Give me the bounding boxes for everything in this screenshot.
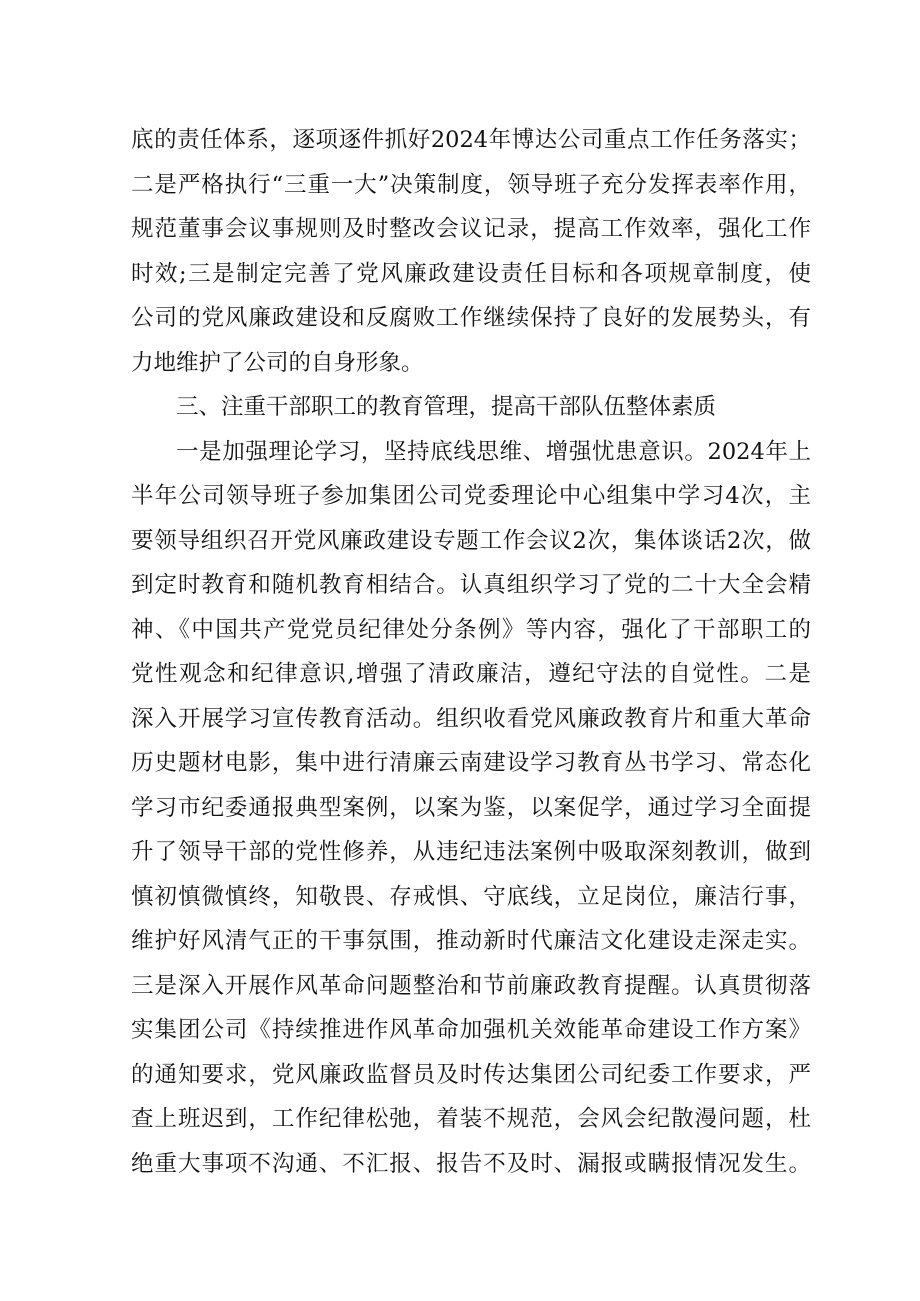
text-line: 学习市纪委通报典型案例，以案为鉴，以案促学，通过学习全面提 [131,794,811,821]
text-line: 半年公司领导班子参加集团公司党委理论中心组集中学习4次，主 [131,483,811,509]
text-line: 实集团公司《持续推进作风革命加强机关效能革命建设工作方案》 [131,1017,811,1043]
text-line: 力地维护了公司的自身形象。 [131,349,424,376]
text-line: 维护好风清气正的干事氛围，推动新时代廉洁文化建设走深走实。 [131,928,811,954]
text-line: 三是深入开展作风革命问题整治和节前廉政教育提醒。认真贯彻落 [131,972,811,999]
text-line: 慎初慎微慎终，知敬畏、存戒惧、守底线，立足岗位，廉洁行事， [131,883,811,910]
text-line: 深入开展学习宣传教育活动。组织收看党风廉政教育片和重大革命 [131,705,811,732]
text-line: 到定时教育和随机教育相结合。认真组织学习了党的二十大全会精 [131,572,811,598]
section-heading: 三、注重干部职工的教育管理，提高干部队伍整体素质 [176,394,717,420]
text-line: 要领导组织召开党风廉政建设专题工作会议2次，集体谈话2次，做 [131,527,811,554]
text-line: 升了领导干部的党性修养，从违纪违法案例中吸取深刻教训，做到 [131,839,811,865]
text-line: 党性观念和纪律意识,增强了清政廉洁，遵纪守法的自觉性。二是 [131,661,811,687]
text-line: 神、《中国共产党党员纪律处分条例》等内容，强化了干部职工的 [131,616,811,643]
text-line: 历史题材电影，集中进行清廉云南建设学习教育丛书学习、常态化 [131,750,811,776]
text-line: 规范董事会议事规则及时整改会议记录，提高工作效率，强化工作 [131,216,811,242]
text-line: 查上班迟到，工作纪律松弛，着装不规范，会风会纪散漫问题，杜 [131,1106,811,1132]
document-body [131,118,811,1186]
text-line: 绝重大事项不沟通、不汇报、报告不及时、漏报或瞒报情况发生。 [131,1150,811,1177]
text-line: 的通知要求，党风廉政监督员及时传达集团公司纪委工作要求，严 [131,1061,811,1088]
text-line: 公司的党风廉政建设和反腐败工作继续保持了良好的发展势头，有 [131,305,811,331]
text-line: 时效;三是制定完善了党风廉政建设责任目标和各项规章制度，使 [131,260,811,287]
text-line: 底的责任体系，逐项逐件抓好2024年博达公司重点工作任务落实； [131,127,811,153]
paragraph-first-line: 一是加强理论学习，坚持底线思维、增强忧患意识。2024年上 [176,438,811,465]
text-line: 二是严格执行“三重一大”决策制度，领导班子充分发挥表率作用， [131,171,811,198]
